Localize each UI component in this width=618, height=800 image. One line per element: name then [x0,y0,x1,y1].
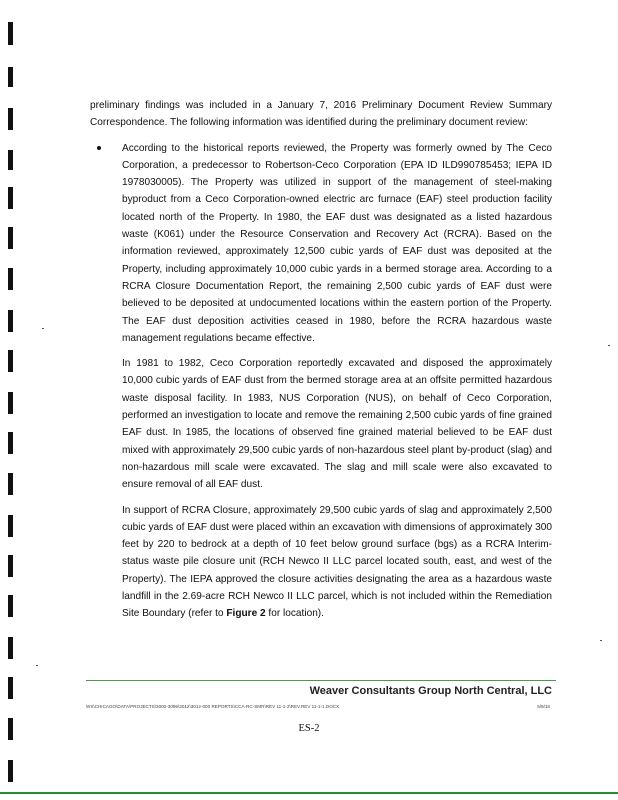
page-number: ES-2 [298,723,320,734]
figure-reference: Figure 2 [226,608,266,620]
binder-mark [8,350,13,372]
binder-mark [8,392,13,414]
closure-text: In support of RCRA Closure, approximately 29,500 cubic yards of slag and approximately 2,500 cubic yards of EAF dust were placed within an excavation with dimensions of approximately 300 feet by 220 to bedrock at a depth of 10 feet below ground surface (bgs) as a RCRA Interim-status waste pile closure unit (RCH Newco II LLC parcel located south, east, and west of the Property). The IEPA approved the closure activities designating the area as a hazardous waste landfill in the 2.69-acre RCH Newco II LLC parcel, which is not included within the Remediation Site Boundary (refer to [122,504,552,620]
paragraph-rcra-closure [122,502,552,623]
binder-mark [8,310,13,332]
bullet-list-item [122,140,552,348]
binder-mark [8,67,13,87]
binder-mark [8,268,13,290]
binder-mark [8,108,13,130]
paragraph-excavation: In 1981 to 1982, Ceco Corporation reportedly excavated and disposed the approximately 10,000 cubic yards of EAF dust from the bermed storage area at an offsite permitted hazardous waste disposal facility. In 1983, NUS Corporation (NUS), on behalf of Ceco Corporation, performed an investigation to locate and remove the remaining 2,500 cubic yards of fine grained EAF dust. In 1985, the locations of observed fine grained material believed to be EAF dust mixed with approximately 29,500 cubic yards of non-hazardous steel plant by-product (slag) and non-hazardous mill scale were excavated. The slag and mill scale were also excavated to ensure removal of all EAF dust. [122,358,552,491]
bullet-icon [97,146,101,150]
binder-mark [8,150,13,170]
binder-marks [0,0,16,800]
binder-mark [8,187,13,209]
binder-mark [8,677,13,699]
bottom-divider [0,792,618,794]
binder-mark [8,515,13,537]
company-name: Weaver Consultants Group North Central, LLC [309,685,552,697]
binder-mark [8,637,13,659]
binder-mark [8,473,13,495]
footer-divider [86,680,556,681]
intro-paragraph: preliminary findings was included in a January 7, 2016 Preliminary Document Review Summary Correspondence. The following information was identified during the preliminary document review: [90,100,552,129]
scan-speck [600,640,602,641]
bullet-paragraph: According to the historical reports reviewed, the Property was formerly owned by The Ceco Corporation, a predecessor to Robertson-Ceco Corporation (EPA ID ILD990785453; IEPA ID 1978030005). The Property was utilized in support of the management of steel-making byproduct from a Ceco Corporation-owned electric arc furnace (EAF) steel production facility located north of the Property. In 1980, the EAF dust was designated as a listed hazardous waste (K061) under the Resource Conservation and Recovery Act (RCRA). Based on the information reviewed, approximately 12,500 cubic yards of EAF dust was deposited at the Property, including approximately 10,000 cubic yards in a bermed storage area. According to a RCRA Closure Documentation Report, the remaining 2,500 cubic yards of EAF dust were believed to be deposited at undocumented locations within the eastern portion of the Property. The EAF dust deposition activities ceased in 1980, before the RCRA hazardous waste management regulations became effective. [122,142,552,344]
binder-mark [8,22,13,45]
scan-speck [36,665,38,666]
binder-mark [8,555,13,577]
body-text [90,97,552,623]
closure-text-end: for location). [265,608,324,620]
footer-date: 5/9/18 [537,704,550,709]
binder-mark [8,760,13,782]
scan-speck [42,328,44,329]
scan-speck [608,345,610,346]
file-path: WS\CHICAGO\DATA\PROJECTS\3000-3099\3012\3012-000 REPORTS\CCA-RC-SMR\REV 11-1-2\REV.REV 11-1-1.DOCX [86,704,340,709]
binder-mark [8,432,13,454]
binder-mark [8,227,13,249]
binder-mark [8,595,13,617]
